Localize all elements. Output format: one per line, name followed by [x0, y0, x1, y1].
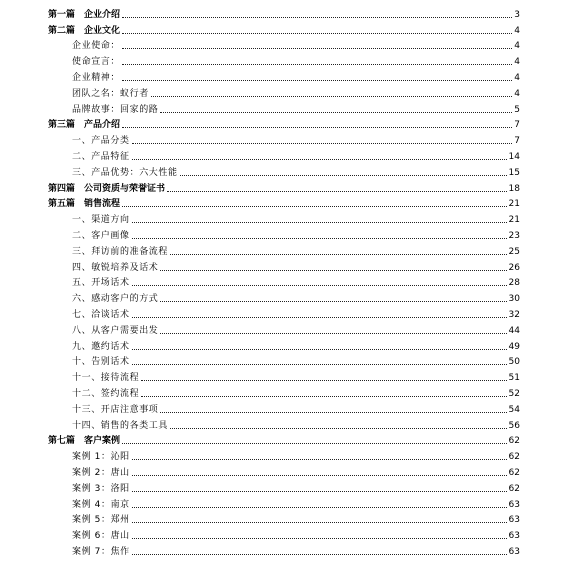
toc-dot-leader — [180, 174, 507, 176]
toc-entry-label: 八、从客户需要出发 — [72, 325, 159, 336]
toc-dot-leader — [141, 395, 506, 397]
toc-dot-leader — [132, 142, 512, 144]
toc-dot-leader — [132, 553, 507, 555]
toc-section-entry[interactable] — [48, 274, 520, 290]
toc-entry-label: 第五篇 销售流程 — [48, 199, 121, 210]
toc-dot-leader — [132, 521, 507, 523]
toc-dot-leader — [132, 490, 507, 492]
toc-page-number: 23 — [508, 230, 520, 241]
toc-dot-leader — [122, 205, 507, 207]
toc-page-number: 62 — [508, 483, 520, 494]
toc-dot-leader — [170, 427, 507, 429]
toc-entry-label: 第三篇 产品介绍 — [48, 120, 121, 131]
toc-section-entry[interactable] — [48, 416, 520, 432]
toc-chapter-entry[interactable] — [48, 179, 520, 195]
toc-chapter-entry[interactable] — [48, 21, 520, 37]
toc-chapter-entry[interactable] — [48, 5, 520, 21]
toc-section-entry[interactable] — [48, 131, 520, 147]
toc-page-number: 32 — [508, 309, 520, 320]
toc-dot-leader — [122, 442, 507, 444]
toc-dot-leader — [132, 458, 507, 460]
toc-section-entry[interactable] — [48, 258, 520, 274]
toc-entry-label: 十一、接待流程 — [72, 373, 140, 384]
toc-dot-leader — [132, 158, 507, 160]
toc-entry-label: 企业精神： — [72, 72, 121, 83]
toc-entry-label: 企业使命： — [72, 41, 121, 52]
toc-entry-label: 案例 7：焦作 — [72, 546, 130, 557]
toc-dot-leader — [132, 537, 507, 539]
toc-section-entry[interactable] — [48, 463, 520, 479]
toc-dot-leader — [132, 363, 507, 365]
toc-page-number: 21 — [508, 215, 520, 226]
toc-section-entry[interactable] — [48, 511, 520, 527]
toc-dot-leader — [170, 253, 507, 255]
toc-page-number: 15 — [508, 167, 520, 178]
toc-page-number: 5 — [514, 104, 520, 115]
toc-chapter-entry[interactable] — [48, 116, 520, 132]
toc-page-number: 4 — [514, 25, 520, 36]
toc-page-number: 7 — [514, 136, 520, 147]
toc-entry-label: 十三、开店注意事项 — [72, 404, 159, 415]
toc-entry-label: 二、产品特征 — [72, 151, 130, 162]
toc-section-entry[interactable] — [48, 147, 520, 163]
toc-entry-label: 二、客户画像 — [72, 230, 130, 241]
toc-page-number: 4 — [514, 57, 520, 68]
toc-page-number: 4 — [514, 41, 520, 52]
toc-section-entry[interactable] — [48, 447, 520, 463]
toc-section-entry[interactable] — [48, 337, 520, 353]
toc-entry-label: 十二、签约流程 — [72, 388, 140, 399]
toc-page-number: 49 — [508, 341, 520, 352]
toc-section-entry[interactable] — [48, 526, 520, 542]
toc-page-number: 28 — [508, 278, 520, 289]
toc-section-entry[interactable] — [48, 368, 520, 384]
toc-dot-leader — [160, 300, 506, 302]
toc-page-number: 63 — [508, 499, 520, 510]
toc-dot-leader — [132, 221, 507, 223]
toc-entry-label: 三、拜访前的准备流程 — [72, 246, 169, 257]
toc-page-number: 50 — [508, 357, 520, 368]
toc-dot-leader — [122, 63, 512, 65]
toc-entry-label: 十、告别话术 — [72, 357, 130, 368]
toc-dot-leader — [167, 190, 507, 192]
toc-dot-leader — [151, 95, 512, 97]
toc-page-number: 62 — [508, 436, 520, 447]
toc-page-number: 26 — [508, 262, 520, 273]
toc-dot-leader — [132, 506, 507, 508]
toc-section-entry[interactable] — [48, 226, 520, 242]
toc-entry-label: 九、邀约话术 — [72, 341, 130, 352]
toc-dot-leader — [160, 411, 506, 413]
toc-section-entry[interactable] — [48, 384, 520, 400]
toc-section-entry[interactable] — [48, 542, 520, 558]
toc-page-number: 52 — [508, 388, 520, 399]
toc-page-number: 18 — [508, 183, 520, 194]
toc-entry-label: 一、渠道方向 — [72, 215, 130, 226]
toc-entry-label: 案例 4：南京 — [72, 499, 130, 510]
toc-dot-leader — [132, 237, 507, 239]
toc-section-entry[interactable] — [48, 353, 520, 369]
toc-entry-label: 案例 6：唐山 — [72, 531, 130, 542]
toc-section-entry[interactable] — [48, 242, 520, 258]
toc-dot-leader — [122, 16, 512, 18]
toc-dot-leader — [122, 126, 512, 128]
toc-page-number: 14 — [508, 151, 520, 162]
toc-dot-leader — [160, 269, 506, 271]
toc-entry-label: 一、产品分类 — [72, 136, 130, 147]
toc-entry-label: 七、洽谈话术 — [72, 309, 130, 320]
toc-page-number: 3 — [514, 9, 520, 20]
toc-chapter-entry[interactable] — [48, 195, 520, 211]
toc-section-entry[interactable] — [48, 68, 520, 84]
toc-section-entry[interactable] — [48, 495, 520, 511]
toc-dot-leader — [122, 32, 512, 34]
toc-entry-label: 团队之名：蚁行者 — [72, 88, 149, 99]
toc-page-number: 63 — [508, 546, 520, 557]
toc-entry-label: 第二篇 企业文化 — [48, 25, 121, 36]
toc-entry-label: 第七篇 客户案例 — [48, 436, 121, 447]
toc-page-number: 44 — [508, 325, 520, 336]
toc-page-number: 63 — [508, 531, 520, 542]
toc-entry-label: 使命宣言： — [72, 57, 121, 68]
toc-dot-leader — [141, 379, 506, 381]
toc-dot-leader — [132, 348, 507, 350]
toc-page-number: 62 — [508, 467, 520, 478]
toc-entry-label: 四、敏锐培养及话术 — [72, 262, 159, 273]
toc-page-number: 30 — [508, 294, 520, 305]
toc-section-entry[interactable] — [48, 321, 520, 337]
toc-entry-label: 六、感动客户的方式 — [72, 294, 159, 305]
toc-dot-leader — [160, 332, 506, 334]
toc-dot-leader — [122, 47, 512, 49]
toc-entry-label: 十四、销售的各类工具 — [72, 420, 169, 431]
toc-section-entry[interactable] — [48, 163, 520, 179]
toc-section-entry[interactable] — [48, 289, 520, 305]
toc-section-entry[interactable] — [48, 479, 520, 495]
toc-section-entry[interactable] — [48, 100, 520, 116]
toc-section-entry[interactable] — [48, 305, 520, 321]
toc-page-number: 25 — [508, 246, 520, 257]
toc-entry-label: 五、开场话术 — [72, 278, 130, 289]
toc-section-entry[interactable] — [48, 210, 520, 226]
toc-page-number: 21 — [508, 199, 520, 210]
toc-entry-label: 品牌故事：回家的路 — [72, 104, 159, 115]
table-of-contents — [48, 5, 520, 558]
toc-entry-label: 三、产品优势：六大性能 — [72, 167, 178, 178]
toc-page-number: 62 — [508, 452, 520, 463]
toc-section-entry[interactable] — [48, 400, 520, 416]
toc-page-number: 4 — [514, 72, 520, 83]
toc-entry-label: 案例 5：郑州 — [72, 515, 130, 526]
toc-section-entry[interactable] — [48, 52, 520, 68]
toc-entry-label: 案例 2：唐山 — [72, 467, 130, 478]
toc-page-number: 51 — [508, 373, 520, 384]
toc-entry-label: 第一篇 企业介绍 — [48, 9, 121, 20]
toc-entry-label: 案例 1：沁阳 — [72, 452, 130, 463]
toc-dot-leader — [132, 316, 507, 318]
toc-entry-label: 第四篇 公司资质与荣誉证书 — [48, 183, 166, 194]
toc-entry-label: 案例 3：洛阳 — [72, 483, 130, 494]
toc-page-number: 4 — [514, 88, 520, 99]
toc-page-number: 63 — [508, 515, 520, 526]
toc-page-number: 54 — [508, 404, 520, 415]
toc-dot-leader — [122, 79, 512, 81]
toc-dot-leader — [132, 284, 507, 286]
toc-section-entry[interactable] — [48, 37, 520, 53]
toc-section-entry[interactable] — [48, 84, 520, 100]
toc-dot-leader — [160, 111, 512, 113]
toc-page-number: 7 — [514, 120, 520, 131]
toc-chapter-entry[interactable] — [48, 432, 520, 448]
toc-page-number: 56 — [508, 420, 520, 431]
toc-dot-leader — [132, 474, 507, 476]
